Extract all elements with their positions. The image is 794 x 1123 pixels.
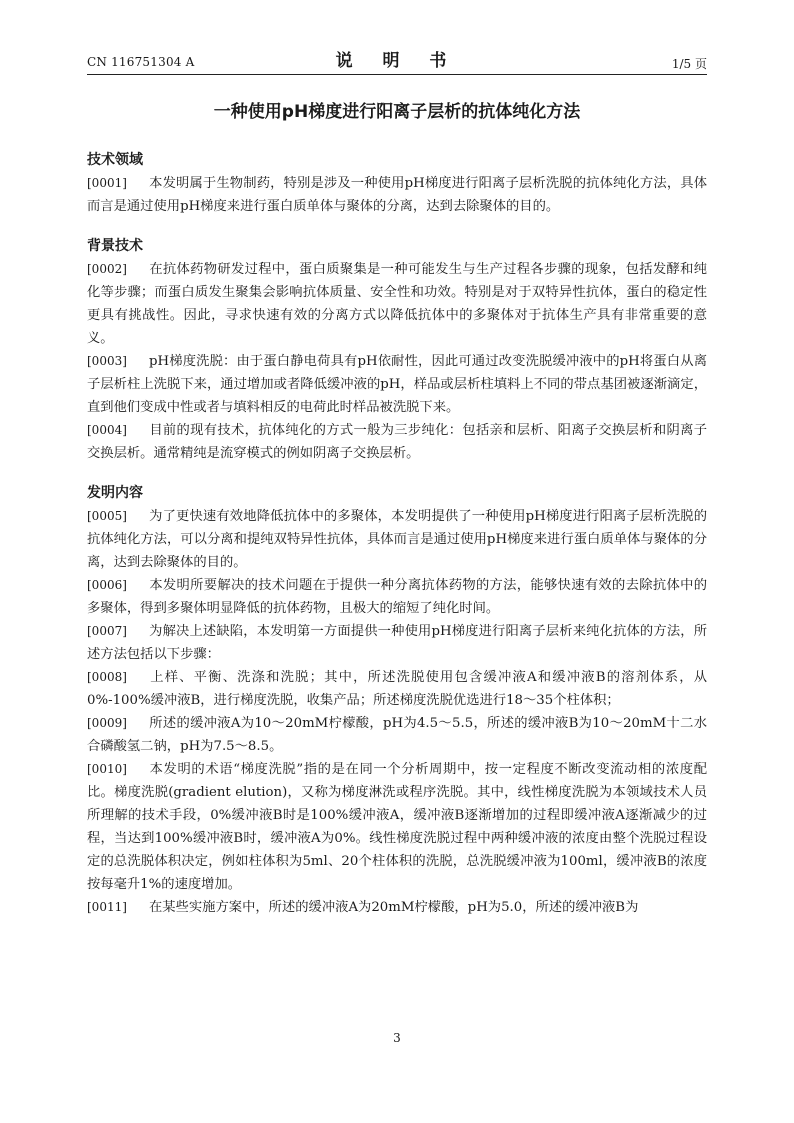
paragraph-text: 为解决上述缺陷，本发明第一方面提供一种使用pH梯度进行阳离子层析来纯化抗体的方法，所述方法包括以下步骤： <box>87 624 707 662</box>
paragraph-text: 上样、平衡、洗涤和洗脱；其中，所述洗脱使用包含缓冲液A和缓冲液B的溶剂体系，从0%-100%缓冲液B，进行梯度洗脱，收集产品；所述梯度洗脱优选进行18～35个柱体积； <box>87 670 707 708</box>
paragraph-number: [0003] <box>87 354 127 368</box>
paragraph-text: 在某些实施方案中，所述的缓冲液A为20mM柠檬酸，pH为5.0，所述的缓冲液B为 <box>149 900 639 915</box>
document-type: 说 明 书 <box>335 51 459 71</box>
paragraph-number: [0009] <box>87 716 127 730</box>
paragraph-number: [0006] <box>87 578 127 592</box>
paragraph <box>87 712 707 758</box>
paragraph-number: [0008] <box>87 670 127 684</box>
document-body <box>87 149 707 919</box>
page-indicator: 1/5 页 <box>671 57 707 71</box>
paragraph <box>87 350 707 419</box>
document-title: 一种使用pH梯度进行阳离子层析的抗体纯化方法 <box>213 102 581 122</box>
section-heading: 发明内容 <box>87 485 143 501</box>
paragraph <box>87 758 707 896</box>
paragraph <box>87 172 707 218</box>
section-technical-field <box>87 149 707 218</box>
section-background <box>87 235 707 465</box>
paragraph-text: pH梯度洗脱：由于蛋白静电荷具有pH依耐性，因此可通过改变洗脱缓冲液中的pH将蛋白从离子层析柱上洗脱下来，通过增加或者降低缓冲液的pH，样品或层析柱填料上不同的带点基团被逐渐滴定，直到他们变成中性或者与填料相反的电荷此时样品被洗脱下来。 <box>87 354 707 415</box>
paragraph-number: [0007] <box>87 624 127 638</box>
paragraph <box>87 574 707 620</box>
paragraph-number: [0011] <box>87 900 127 914</box>
page-number: 3 <box>393 1031 401 1045</box>
paragraph-text: 本发明属于生物制药，特别是涉及一种使用pH梯度进行阳离子层析洗脱的抗体纯化方法，具体而言是通过使用pH梯度来进行蛋白质单体与聚体的分离，达到去除聚体的目的。 <box>87 176 707 214</box>
paragraph <box>87 620 707 666</box>
page-header <box>87 42 707 78</box>
paragraph <box>87 419 707 465</box>
paragraph-number: [0005] <box>87 509 127 523</box>
section-heading: 技术领域 <box>87 152 143 168</box>
header-divider <box>87 74 707 75</box>
paragraph-text: 本发明的术语“梯度洗脱”指的是在同一个分析周期中，按一定程度不断改变流动相的浓度配比。梯度洗脱(gradient elution)，又称为梯度淋洗或程序洗脱。其中，线性梯度洗脱为本领域技术人员所理解的技术手段，0%缓冲液B时是100%缓冲液A，缓冲液B逐渐增加的过程即缓冲液A逐渐减少的过程，当达到100%缓冲液B时，缓冲液A为0%。线性梯度洗脱过程中两种缓冲液的浓度由整个洗脱过程设定的总洗脱体积决定，例如柱体积为5ml、20个柱体积的洗脱，总洗脱缓冲液为100ml，缓冲液B的浓度按每毫升1%的速度增加。 <box>87 762 707 892</box>
paragraph-text: 目前的现有技术，抗体纯化的方式一般为三步纯化：包括亲和层析、阳离子交换层析和阴离子交换层析。通常精纯是流穿模式的例如阴离子交换层析。 <box>87 423 707 461</box>
section-invention-content <box>87 482 707 919</box>
paragraph <box>87 258 707 350</box>
paragraph-number: [0002] <box>87 262 127 276</box>
paragraph-number: [0010] <box>87 762 127 776</box>
patent-number: CN 116751304 A <box>87 55 195 69</box>
paragraph <box>87 896 707 919</box>
paragraph <box>87 505 707 574</box>
paragraph-text: 为了更快速有效地降低抗体中的多聚体，本发明提供了一种使用pH梯度进行阳离子层析洗脱的抗体纯化方法，可以分离和提纯双特异性抗体，具体而言是通过使用pH梯度来进行蛋白质单体与聚体的分离，达到去除聚体的目的。 <box>87 509 707 570</box>
paragraph-number: [0001] <box>87 176 127 190</box>
paragraph-number: [0004] <box>87 423 127 437</box>
paragraph <box>87 666 707 712</box>
paragraph-text: 本发明所要解决的技术问题在于提供一种分离抗体药物的方法，能够快速有效的去除抗体中的多聚体，得到多聚体明显降低的抗体药物，且极大的缩短了纯化时间。 <box>87 578 707 616</box>
paragraph-text: 所述的缓冲液A为10～20mM柠檬酸，pH为4.5～5.5，所述的缓冲液B为10～20mM十二水合磷酸氢二钠，pH为7.5～8.5。 <box>87 716 707 754</box>
section-heading: 背景技术 <box>87 238 143 254</box>
paragraph-text: 在抗体药物研发过程中，蛋白质聚集是一种可能发生与生产过程各步骤的现象，包括发酵和纯化等步骤；而蛋白质发生聚集会影响抗体质量、安全性和功效。特别是对于双特异性抗体，蛋白的稳定性更具有挑战性。因此，寻求快速有效的分离方式以降低抗体中的多聚体对于抗体生产具有非常重要的意义。 <box>87 262 707 346</box>
